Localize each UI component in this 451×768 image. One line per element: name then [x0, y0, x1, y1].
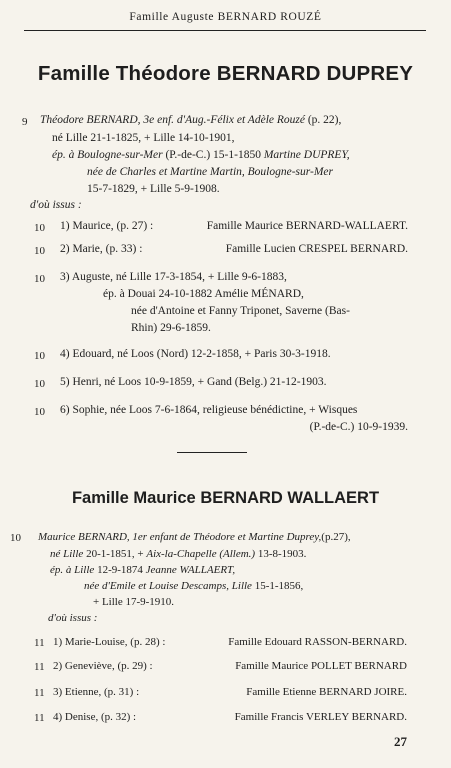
child-family-link: Famille Maurice BERNARD-WALLAERT. — [206, 220, 408, 232]
child-entry: 3) Etienne, (p. 31) : — [53, 686, 140, 698]
child-generation: 11 — [34, 637, 45, 649]
child-generation: 11 — [34, 661, 45, 673]
intro-line-1: Théodore BERNARD, 3e enf. d'Aug.-Félix et Adèle Rouzé (p. 22), — [40, 114, 342, 126]
child-family-link: Famille Edouard RASSON-BERNARD. — [228, 636, 407, 648]
intro-line-3: ép. à Lille 12-9-1874 Jeanne WALLAERT, — [50, 564, 236, 576]
intro-line-5: + Lille 17-9-1910. — [93, 596, 175, 608]
intro-line-2: né Lille 21-1-1825, + Lille 14-10-1901, — [52, 132, 235, 144]
child-family-link: Famille Francis VERLEY BERNARD. — [234, 711, 407, 723]
child-entry: 6) Sophie, née Loos 7-6-1864, religieuse bénédictine, + Wisques — [60, 404, 358, 416]
child-entry: 2) Marie, (p. 33) : — [60, 243, 143, 255]
intro-line-3: ép. à Boulogne-sur-Mer (P.-de-C.) 15-1-1850 Martine DUPREY, — [52, 149, 350, 161]
intro-line-2: né Lille 20-1-1851, + Aix-la-Chapelle (Allem.) 13-8-1903. — [50, 548, 307, 560]
child-family-link: Famille Maurice POLLET BERNARD — [235, 660, 407, 672]
child-entry: 5) Henri, né Loos 10-9-1859, + Gand (Belg.) 21-12-1903. — [60, 376, 327, 388]
child-entry-line: Rhin) 29-6-1859. — [131, 322, 211, 334]
child-generation: 10 — [34, 350, 45, 362]
intro-line-4: née d'Emile et Louise Descamps, Lille 15-1-1856, — [84, 580, 304, 592]
intro-line-1: Maurice BERNARD, 1er enfant de Théodore et Martine Duprey,(p.27), — [38, 531, 351, 543]
issue-label: d'où issus : — [30, 199, 82, 211]
child-entry: 4) Denise, (p. 32) : — [53, 711, 137, 723]
child-generation: 11 — [34, 687, 45, 699]
child-generation: 10 — [34, 222, 45, 234]
header-rule — [24, 30, 426, 31]
page-number: 27 — [394, 734, 407, 749]
family-title-theodore: Famille Théodore BERNARD DUPREY — [37, 62, 414, 85]
issue-label: d'où issus : — [48, 612, 98, 624]
child-family-link: Famille Lucien CRESPEL BERNARD. — [225, 243, 408, 255]
child-generation: 10 — [34, 378, 45, 390]
child-family-link: Famille Etienne BERNARD JOIRE. — [246, 686, 407, 698]
child-generation: 10 — [34, 273, 45, 285]
child-generation: 11 — [34, 712, 45, 724]
child-entry-line: ép. à Douai 24-10-1882 Amélie MÉNARD, — [103, 288, 304, 300]
child-entry-line: (P.-de-C.) 10-9-1939. — [309, 421, 408, 433]
child-entry: 1) Marie-Louise, (p. 28) : — [53, 636, 166, 648]
child-generation: 10 — [34, 406, 45, 418]
intro-line-4: née de Charles et Martine Martin, Boulogne-sur-Mer — [87, 166, 334, 178]
running-header: Famille Auguste BERNARD ROUZÉ — [129, 11, 322, 23]
generation-number: 9 — [22, 116, 28, 128]
intro-line-5: 15-7-1829, + Lille 5-9-1908. — [87, 183, 220, 195]
child-entry: 3) Auguste, né Lille 17-3-1854, + Lille 9-6-1883, — [60, 271, 287, 283]
child-entry: 1) Maurice, (p. 27) : — [60, 220, 154, 232]
child-entry-line: née d'Antoine et Fanny Triponet, Saverne (Bas- — [131, 305, 350, 317]
child-generation: 10 — [34, 245, 45, 257]
generation-number: 10 — [10, 532, 21, 544]
family-title-maurice: Famille Maurice BERNARD WALLAERT — [71, 489, 380, 507]
child-entry: 4) Edouard, né Loos (Nord) 12-2-1858, + Paris 30-3-1918. — [60, 348, 331, 360]
section-divider — [177, 452, 247, 453]
child-entry: 2) Geneviève, (p. 29) : — [53, 660, 153, 672]
